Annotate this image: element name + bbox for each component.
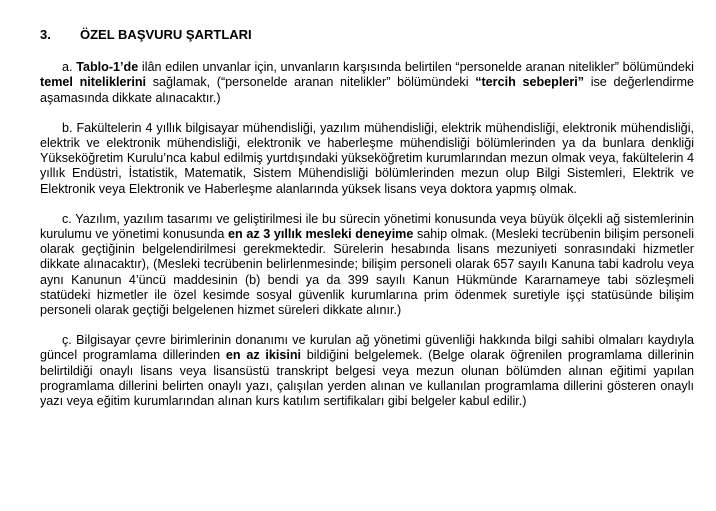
requirement-paragraph-2 [40, 121, 694, 197]
paragraph-text: bildiğini belgelemek. (Belge olarak öğrenilen programlama dillerinin belirtildiği onaylı lisans veya lisansüstü transkript belgesi veya mezun olunan bölümden alınan eğitimi yapılan programlama dillerini belirten onaylı yazı, çalışılan yerden alınan ve kullanılan programlama dillerini gösteren onaylı yazı veya eğitim kurumlarından alınan kurs katılım sertifikaları gibi belgeler kabul edilir.) [40, 348, 694, 409]
paragraph-indent [40, 333, 62, 347]
section-number: 3. [40, 27, 51, 42]
emphasized-text: en az ikisini [225, 348, 302, 363]
emphasized-text: “tercih sebepleri” [475, 75, 585, 90]
requirements-list [40, 60, 694, 409]
section-heading [40, 27, 694, 42]
emphasized-text: temel niteliklerini [40, 75, 147, 90]
paragraph-indent [40, 212, 62, 226]
section-title: ÖZEL BAŞVURU ŞARTLARI [80, 27, 252, 42]
paragraph-indent [40, 60, 62, 74]
requirement-paragraph-3 [40, 212, 694, 318]
paragraph-text: ç. Bilgisayar çevre birimlerinin donanımı ve kurulan ağ yönetimi güvenliği hakkında bilgi sahibi olmaları kaydıyla güncel programlama dillerinden [40, 333, 694, 363]
paragraph-indent [40, 121, 62, 135]
emphasized-text: Tablo-1’de [76, 60, 139, 75]
paragraph-text: a. [62, 60, 77, 75]
paragraph-text: c. Yazılım, yazılım tasarımı ve geliştirilmesi ile bu sürecin yönetimi konusunda veya büyük ölçekli ağ sistemlerinin kurulumu ve yönetimi konusunda [40, 211, 694, 242]
requirement-paragraph-1 [40, 60, 694, 106]
emphasized-text: en az 3 yıllık mesleki deneyime [228, 227, 414, 242]
paragraph-text: sağlamak, (“personelde aranan nitelikler” bölümündeki [146, 75, 476, 90]
paragraph-text: b. Fakültelerin 4 yıllık bilgisayar mühendisliği, yazılım mühendisliği, elektrik mühendisliği, elektronik mühendisliği, elektrik ve elektronik mühendisliği, elektronik ve haberleşme mühendisliği bölümlerinden ya da bunlara denkliği Yükseköğretim Kurulu’nca kabul edilmiş yurtdışındaki yükseköğretim kurumlarından mezun olmak veya, fakültelerin 4 yıllık Endüstri, İstatistik, Matematik, Sistem Mühendisliği bölümlerinden mezun olup Bilgi Sistemleri, Elektrik ve Elektronik veya Elektronik ve Haberleşme alanlarında yüksek lisans veya doktora yapmış olmak. [40, 120, 694, 196]
paragraph-text: ise değerlendirme aşamasında dikkate alınacaktır.) [40, 75, 694, 105]
paragraph-text: sahip olmak. (Mesleki tecrübenin bilişim personeli olarak geçtiğinin belgelendirilmesi gerekmektedir. Sürelerin hesabında lisans mezuniyeti sonrasındaki hizmetler dikkate alınacaktır), (Mesleki tecrübenin belirlenmesinde; bilişim personeli olarak 657 sayılı Kanuna tabi kadrolu veya aynı Kanunun 4’üncü maddesinin (b) bendi ya da 399 sayılı Kanun Hükmünde Kararnameye tabi sözleşmeli statüdeki hizmetler ile özel kesimde sosyal güvenlik kurumlarına prim ödenmek suretiyle işçi statüsünde bilişim personeli olarak geçtiği belgelenen hizmet süreleri dikkate alınır.) [40, 227, 695, 318]
requirement-paragraph-4 [40, 333, 694, 409]
paragraph-text: ilân edilen unvanlar için, unvanların karşısında belirtilen “personelde aranan nitelikler” bölümündeki [138, 60, 694, 75]
